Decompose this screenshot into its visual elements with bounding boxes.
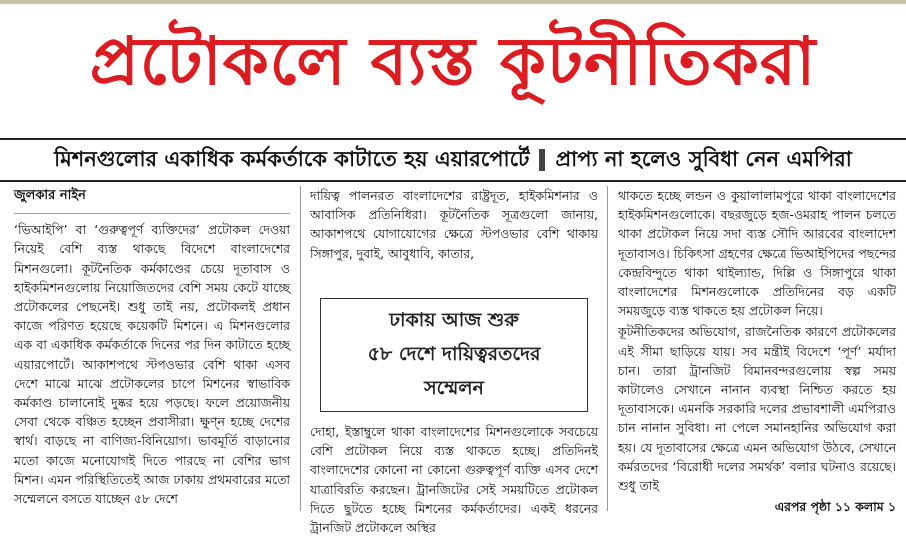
column3-paragraph-2: কূটনীতিকদের অভিযোগ, রাজনৈতিক কারণে প্রটোকলের এই সীমা ছাড়িয়ে যায়। সব মন্ত্রীই বিদেশে ‘পূর্ণ’ মর্যাদা চান। তারা ট্রানজিট বিমানবন্দরগুলোয় স্বল্প সময় কাটালেও সেখানে নানান ব্যবস্থা নিশ্চিত করতে হয় দূতাবাসকে। এমনকি সরকারি দলের প্রভাবশালী এমপিরাও চান নানান সুবিধা। না পেলে সমানহানির অভিযোগ করা হয়। যে দূতাবাসের ক্ষেত্রে এমন অভিযোগ উঠবে, সেখানে কর্মরতদের ‘বিরোধী দলের সমর্থক’ বলার ঘটনাও রয়েছে। শুধু তাই — [618, 324, 896, 494]
article-column-1 — [14, 186, 290, 516]
continuation-note: এরপর পৃষ্ঠা ১১ কলাম ১ — [774, 499, 896, 515]
pull-quote-box — [320, 298, 588, 412]
byline-rule — [14, 213, 290, 214]
column1-paragraph: ‘ভিআইপি’ বা ‘গুরুত্বপূর্ণ ব্যক্তিদের’ প্রটোকল দেওয়া নিয়েই বেশি ব্যস্ত থাকছে বিদেশে বাংলাদেশের মিশনগুলো। কূটনৈতিক কর্মকাণ্ডের চেয়ে দূতাবাস ও হাইকমিশনগুলোয় নিয়োজিতদের বেশি সময় কেটে যাচ্ছে প্রটোকলের পেছনেই। শুধু তাই নয়, প্রটোকলই প্রধান কাজে পরিণত হয়েছে কয়েকটি মিশনে। এ মিশনগুলোর এক বা একাধিক কর্মকর্তাকে দিনের পর দিন কাটাতে হচ্ছে এয়ারপোর্টে। আকাশপথে স্টপওভার বেশি থাকা এসব দেশে মাঝে মাঝে প্রটোকলের চাপে মিশনের স্বাভাবিক কর্মকাণ্ড চালানোই দুষ্কর হয়ে পড়ছে। ফলে প্রয়োজনীয় সেবা থেকে বঞ্চিত হচ্ছেন প্রবাসীরা। ক্ষুণ্ন হচ্ছে দেশের স্বার্থ। বাড়ছে না বাণিজ্য-বিনিয়োগ। ভাবমূর্তি বাড়ানোর মতো কাজে মনোযোগই দিতে পারছে না বেশির ভাগ মিশন। এমন পরিস্থিতিতেই আজ ঢাকায় প্রথমবারের মতো সম্মেলনে বসতে যাচ্ছেন ৫৮ দেশে — [14, 222, 290, 507]
article-column-2 — [310, 186, 598, 536]
pull-quote-line-1: ঢাকায় আজ শুরু — [389, 309, 519, 331]
pull-quote-line-3: সম্মেলন — [424, 377, 484, 399]
column3-paragraph-1: থাকতে হচ্ছে লন্ডন ও কুয়ালালামপুরে থাকা বাংলাদেশের হাইকমিশনগুলোকে। বছরজুড়ে হজ-ওমরাহ পালন চলতে থাকা প্রটোকল নিয়ে সদা ব্যস্ত সৌদি আরবের বাংলাদেশ দূতাবাসও। চিকিৎসা গ্রহণের ক্ষেত্রে ভিআইপিদের পছন্দের কেন্দ্রবিন্দুতে থাকা থাইল্যান্ড, দিল্লি ও সিঙ্গাপুরে থাকা বাংলাদেশের মিশনগুলোকে প্রতিদিনের বড় একটি সময়জুড়ে ব্যস্ত থাকতে হয় প্রটোকল নিয়ে। — [618, 188, 896, 319]
column-divider — [300, 186, 301, 511]
top-rule — [0, 0, 906, 4]
column-divider — [607, 186, 608, 511]
subheadline-bar — [0, 138, 906, 182]
column2-top-paragraph: দায়িত্ব পালনরত বাংলাদেশের রাষ্ট্রদূত, হাইকমিশনার ও আবাসিক প্রতিনিধিরা। কূটনৈতিক সূত্রগুলো জানায়, আকাশপথে যোগাযোগের ক্ষেত্রে স্টপওভার বেশি থাকায় সিঙ্গাপুর, দুবাই, আবুধাবি, কাতার, — [310, 188, 598, 261]
column2-bottom-paragraph: দোহা, ইস্তাম্বুলে থাকা বাংলাদেশের মিশনগুলোকে সবচেয়ে বেশি প্রটোকল নিয়ে ব্যস্ত থাকতে হচ্ছে। প্রতিদিনই বাংলাদেশের কোনো না কোনো গুরুত্বপূর্ণ ব্যক্তি এসব দেশে যাত্রাবিরতি করছেন। ট্রানজিটের সেই সময়টিতে প্রটোকল দিতে ছুটতে হচ্ছে মিশনের কর্মকর্তাদের। একই ধরনের ট্রানজিট প্রটোকলে অস্থির — [310, 424, 598, 536]
headline: প্রটোকলে ব্যস্ত কূটনীতিকরা — [89, 23, 817, 100]
subheadline-right: প্রাপ্য না হলেও সুবিধা নেন এমপিরা — [555, 146, 852, 171]
pull-quote-line-2: ৫৮ দেশে দায়িত্বরতদের — [367, 343, 541, 365]
subheadline-left: মিশনগুলোর একাধিক কর্মকর্তাকে কাটাতে হয় এয়ারপোর্টে — [54, 146, 530, 171]
subheadline-separator — [539, 149, 545, 171]
byline: জুলকার নাইন — [14, 188, 86, 203]
article-column-3 — [618, 186, 896, 516]
